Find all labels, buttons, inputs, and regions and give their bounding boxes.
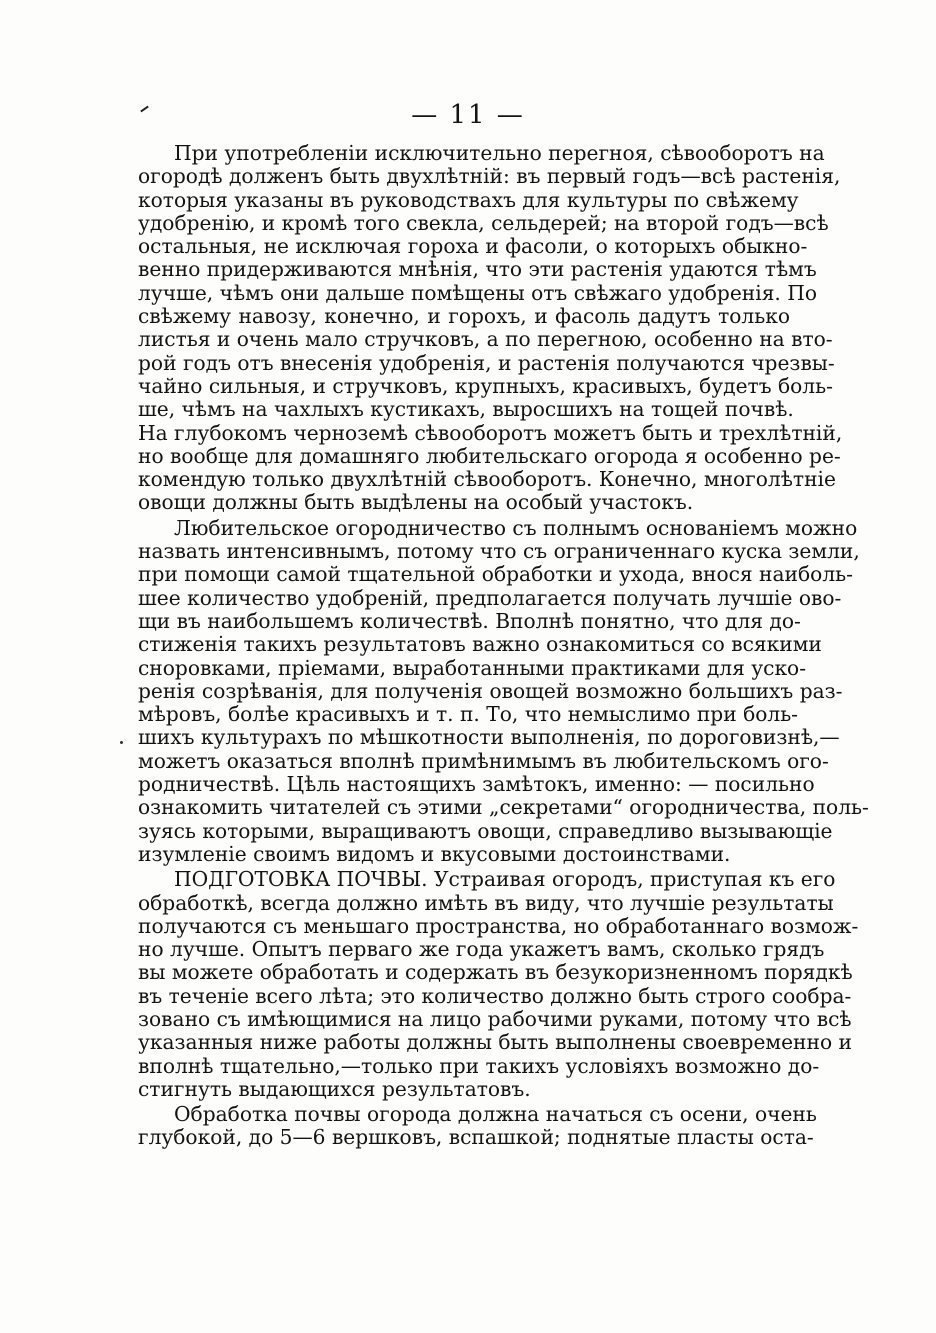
- text-line: но лучше. Опытъ перваго же года укажетъ вамъ, сколько грядъ: [138, 937, 825, 962]
- text-line: въ теченіе всего лѣта; это количество должно быть строго сообра-: [138, 983, 852, 1008]
- text-line: Любительское огородничество съ полнымъ основаніемъ можно: [174, 515, 858, 540]
- text-line: вы можете обработать и содержать въ безукоризненномъ порядкѣ: [138, 960, 853, 985]
- text-line: На глубокомъ черноземѣ сѣвооборотъ можетъ быть и трехлѣтній,: [138, 420, 843, 445]
- text-line: при помощи самой тщательной обработки и ухода, внося наиболь-: [138, 562, 853, 587]
- paragraph-soil-preparation: [138, 867, 859, 1101]
- text-line: венно придерживаются мнѣнія, что эти растенія удаются тѣмъ: [138, 257, 817, 282]
- text-line: При употребленіи исключительно перегноя, сѣвооборотъ на: [174, 141, 825, 165]
- paragraph-crop-rotation: [138, 141, 843, 515]
- text-line: шихъ культурахъ по мѣшкотности выполненія, по дороговизнѣ,—: [138, 725, 840, 750]
- text-line: комендую только двухлѣтній сѣвооборотъ. Конечно, многолѣтніе: [138, 467, 836, 492]
- paragraph-soil-cultivation: [138, 1102, 817, 1150]
- paragraph-amateur-gardening: [138, 515, 869, 866]
- text-line: лучше, чѣмъ они дальше помѣщены отъ свѣжаго удобренія. По: [138, 280, 818, 305]
- text-line: листья и очень мало стручковъ, а по перегною, особенно на вто-: [138, 327, 833, 352]
- text-line: изумленіе своимъ видомъ и вкусовыми достоинствами.: [138, 841, 731, 866]
- text-line: можетъ оказаться вполнѣ примѣнимымъ въ любительскомъ ого-: [138, 748, 829, 773]
- text-line: щи въ наибольшемъ количествѣ. Вполнѣ понятно, что для до-: [138, 608, 801, 633]
- text-line: но вообще для домашняго любительскаго огорода я особенно ре-: [138, 443, 841, 468]
- text-line: ПОДГОТОВКА ПОЧВЫ. Устраивая огородъ, приступая къ его: [174, 867, 836, 892]
- text-line: ше, чѣмъ на чахлыхъ кустикахъ, выросшихъ на тощей почвѣ.: [138, 397, 794, 422]
- text-line: сноровками, пріемами, выработанными практиками для уско-: [138, 655, 807, 680]
- text-line: остальныя, не исключая гороха и фасоли, о которыхъ обыкно-: [138, 234, 808, 259]
- text-line: Обработка почвы огорода должна начаться съ осени, очень: [174, 1102, 817, 1127]
- text-line: стигнуть выдающихся результатовъ.: [138, 1076, 531, 1101]
- body-text: [138, 141, 869, 1150]
- text-line: ознакомить читателей съ этими „секретами“ огородничества, поль-: [138, 795, 869, 820]
- text-line: указанныя ниже работы должны быть выполнены своевременно и: [138, 1030, 852, 1055]
- text-line: назвать интенсивнымъ, потому что съ ограниченнаго куска земли,: [138, 539, 860, 564]
- text-line: обработкѣ, всегда должно имѣть въ виду, что лучшіе результаты: [138, 890, 834, 915]
- text-line: стиженія такихъ результатовъ важно ознакомиться со всякими: [138, 632, 822, 657]
- text-line: огородѣ долженъ быть двухлѣтній: въ первый годъ—всѣ растенія,: [138, 164, 841, 189]
- text-line: мѣровъ, болѣе красивыхъ и т. п. То, что немыслимо при боль-: [138, 702, 799, 727]
- text-line: которыя указаны въ руководствахъ для культуры по свѣжему: [138, 187, 799, 212]
- text-line: зуясь которыми, выращиваютъ овощи, справедливо вызывающіе: [138, 818, 833, 843]
- text-line: шее количество удобреній, предполагается получать лучшіе ово-: [138, 585, 842, 610]
- text-line: свѣжему навозу, конечно, и горохъ, и фасоль дадутъ только: [138, 304, 790, 329]
- text-line: глубокой, до 5—6 вершковъ, вспашкой; поднятые пласты оста-: [138, 1125, 814, 1150]
- text-line: родничествѣ. Цѣль настоящихъ замѣтокъ, именно: — посильно: [138, 772, 815, 797]
- text-line: получаются съ меньшаго пространства, но обработаннаго возмож-: [138, 913, 859, 938]
- text-line: вполнѣ тщательно,—только при такихъ условіяхъ возможно до-: [138, 1053, 820, 1078]
- text-line: рой годъ отъ внесенія удобренія, и растенія получаются чрезвы-: [138, 350, 835, 375]
- text-line: ренія созрѣванія, для полученія овощей возможно большихъ раз-: [138, 678, 843, 703]
- text-line: овощи должны быть выдѣлены на особый участокъ.: [138, 490, 694, 515]
- text-line: зовано съ имѣющимися на лицо рабочими руками, потому что всѣ: [138, 1006, 852, 1031]
- text-line: удобренію, и кромѣ того свекла, сельдерей; на второй годъ—всѣ: [138, 210, 829, 235]
- margin-speck: [120, 741, 123, 744]
- page-number: — 11 —: [411, 100, 525, 130]
- text-line: чайно сильныя, и стручковъ, крупныхъ, красивыхъ, будетъ боль-: [138, 373, 833, 398]
